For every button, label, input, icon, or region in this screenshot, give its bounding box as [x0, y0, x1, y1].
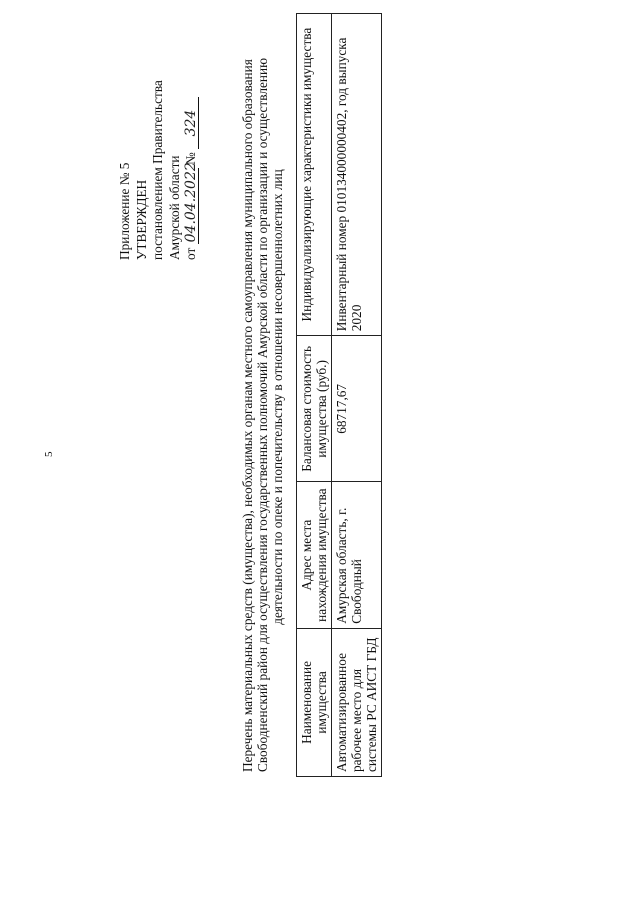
heading-line-1: Перечень материальных средств (имущества), необходимых органам местного самоуправления муниципального образования — [240, 59, 255, 772]
approval-stamp-block — [117, 60, 200, 260]
region-label: Амурской области — [166, 155, 182, 260]
page-number: 5 — [43, 451, 55, 457]
approved-label: УТВЕРЖДЕН — [133, 179, 149, 260]
table-header-row — [297, 14, 332, 777]
handwritten-date: 04.04.2022 — [183, 162, 199, 243]
date-prefix: от — [183, 247, 198, 260]
handwritten-number: 324 — [184, 97, 199, 149]
document-heading — [240, 22, 285, 772]
heading-line-3: деятельности по опеке и попечительству в отношении несовершеннолетних лиц — [270, 169, 285, 625]
cell-characteristics: Инвентарный номер 010134000000402, год выпуска 2020 — [332, 14, 382, 336]
appendix-label: Приложение № 5 — [117, 162, 132, 260]
header-characteristics: Индивидуализирующие характеристики имущества — [297, 14, 332, 336]
assets-table — [296, 13, 382, 777]
heading-line-2: Свободненский район для осуществления государственных полномочий Амурской области по организации и осуществлению — [255, 57, 270, 772]
header-address: Адрес места нахождения имущества — [297, 482, 332, 628]
cell-address: Амурская область, г. Свободный — [332, 482, 382, 628]
table-row — [332, 14, 382, 777]
header-balance-value: Балансовая стоимость имущества (руб.) — [297, 336, 332, 482]
resolution-label: постановлением Правительства — [150, 80, 165, 260]
date-number-line — [183, 60, 200, 260]
cell-name: Автоматизированное рабочее место для системы РС АИСТ ГБД — [332, 628, 382, 776]
cell-balance-value: 68717,67 — [332, 336, 382, 482]
header-name: Наименование имущества — [297, 628, 332, 776]
number-prefix: № — [183, 152, 198, 166]
